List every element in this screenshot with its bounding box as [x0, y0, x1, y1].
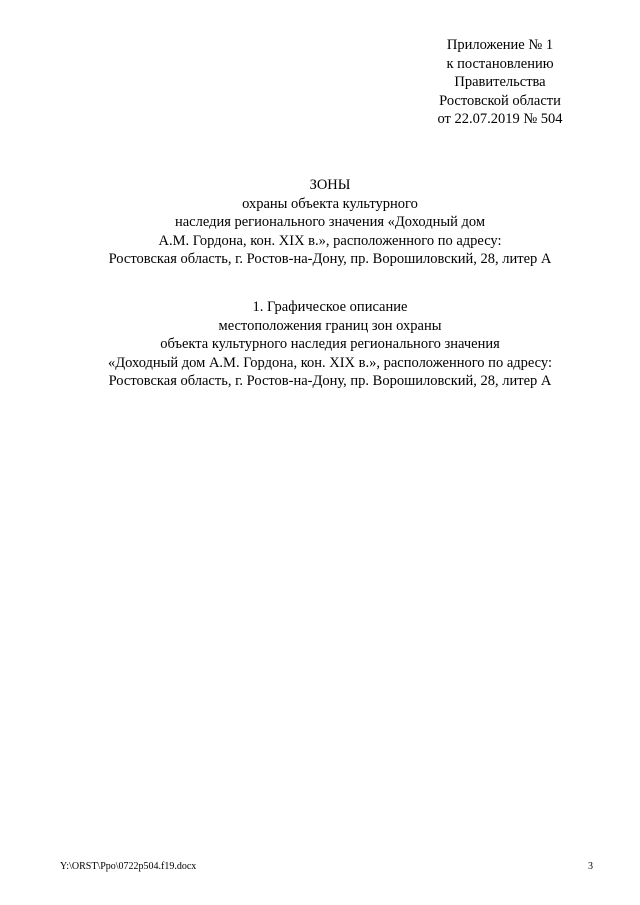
footer-file-path: Y:\ORST\Ppo\0722p504.f19.docx — [60, 861, 197, 872]
appendix-region-line: Ростовской области — [439, 92, 561, 109]
appendix-date-line: от 22.07.2019 № 504 — [437, 111, 563, 127]
section-heading — [60, 298, 600, 391]
section-line: «Доходный дом А.М. Гордона, кон. XIX в.», расположенного по адресу: — [107, 354, 553, 371]
title-line: наследия регионального значения «Доходный дом — [174, 214, 486, 230]
appendix-reference — [420, 36, 580, 129]
title-heading: ЗОНЫ — [309, 177, 351, 193]
appendix-decree-line: к постановлению — [446, 55, 554, 72]
section-line: объекта культурного наследия регионального значения — [160, 336, 500, 352]
section-title: 1. Графическое описание — [252, 299, 408, 315]
footer-page-number: 3 — [588, 861, 593, 872]
document-title — [60, 176, 600, 269]
title-line: А.М. Гордона, кон. XIX в.», расположенного по адресу: — [158, 232, 502, 249]
section-address-line: Ростовская область, г. Ростов-на-Дону, пр. Ворошиловский, 28, литер А — [108, 373, 552, 389]
appendix-government-line: Правительства — [454, 74, 546, 90]
section-line: местоположения границ зон охраны — [218, 317, 442, 334]
title-address-line: Ростовская область, г. Ростов-на-Дону, пр. Ворошиловский, 28, литер А — [108, 251, 552, 267]
appendix-number: Приложение № 1 — [446, 37, 554, 53]
title-line: охраны объекта культурного — [242, 195, 418, 212]
